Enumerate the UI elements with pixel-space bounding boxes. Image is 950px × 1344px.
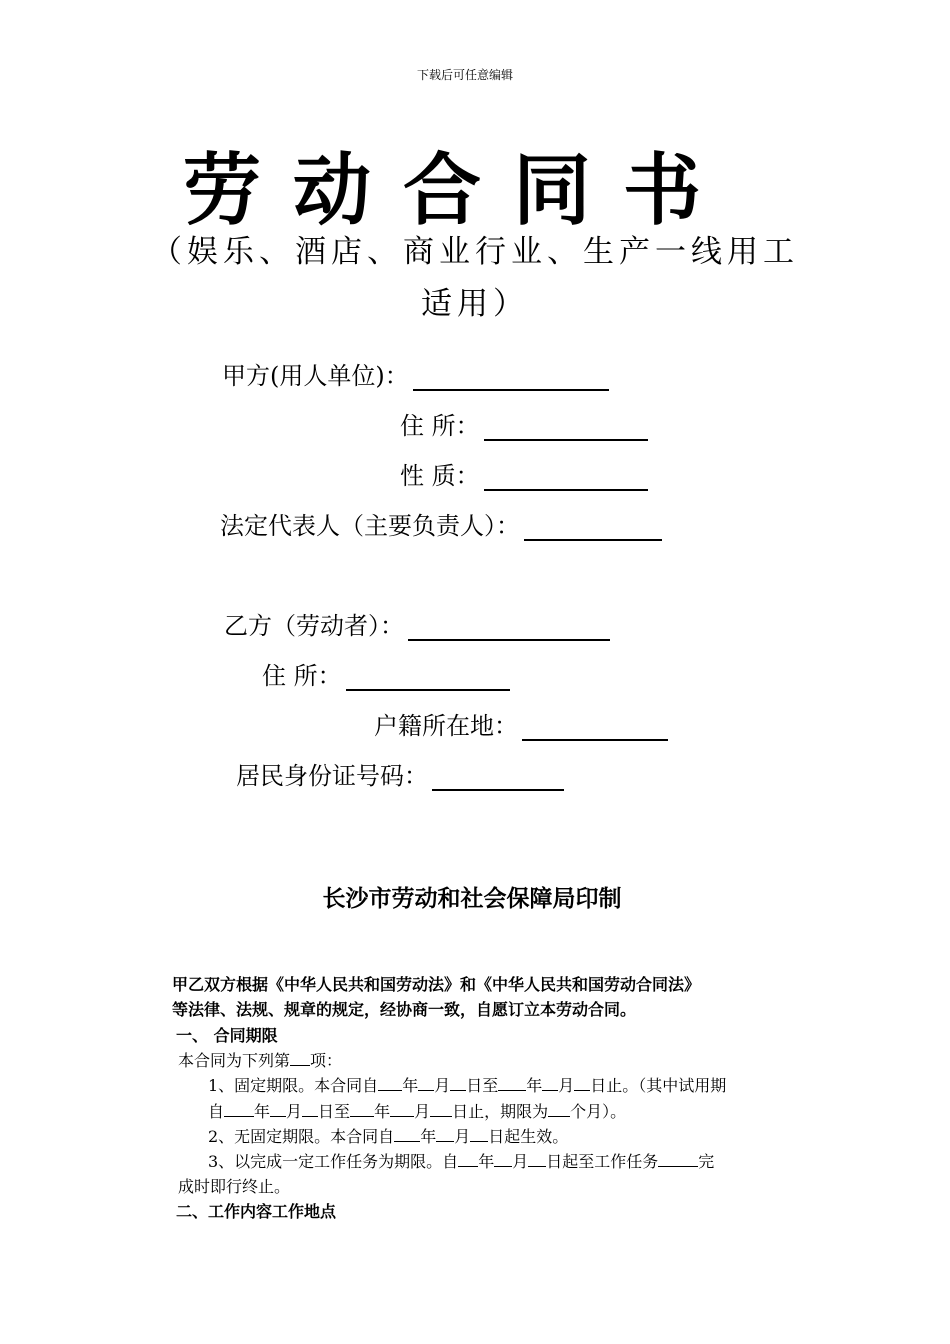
section-2-heading: 二、工作内容工作地点 <box>176 1202 337 1221</box>
party-b-id-label: 居民身份证号码： <box>236 762 428 790</box>
printed-by: 长沙市劳动和社会保障局印制 <box>322 886 622 912</box>
opt1-text: 日止。（其中试用期 <box>590 1076 727 1095</box>
blank[interactable] <box>658 1152 698 1167</box>
opt1-text: 1、固定期限。本合同自 <box>208 1076 379 1095</box>
blank[interactable] <box>378 1076 402 1091</box>
blank[interactable] <box>350 1102 374 1117</box>
blank[interactable] <box>470 1127 488 1142</box>
party-a-rep-field <box>220 506 662 541</box>
opt1-text: 月 <box>558 1076 575 1095</box>
option-1-line-2 <box>208 1099 626 1122</box>
option-3-line-2: 成时即行终止。 <box>178 1177 291 1196</box>
party-a-name-field <box>222 356 609 391</box>
opt1-text: 月 <box>434 1076 451 1095</box>
party-b-hukou-field <box>374 706 668 741</box>
blank[interactable] <box>270 1102 286 1117</box>
opt1-text: 日止，期限为 <box>452 1102 549 1121</box>
opt3-text: 年 <box>478 1152 495 1171</box>
opt1-text: 自 <box>208 1102 225 1121</box>
opt2-text: 2、无固定期限。本合同自 <box>208 1127 395 1146</box>
opt2-text: 日起生效。 <box>488 1127 569 1146</box>
opt3-text: 3、以完成一定工作任务为期限。自 <box>208 1152 459 1171</box>
party-b-address-blank[interactable] <box>346 665 510 691</box>
intro-line-1: 甲乙双方根据《中华人民共和国劳动法》和《中华人民共和国劳动合同法》 <box>172 975 701 994</box>
document-title: 劳动合同书 <box>182 146 733 236</box>
opt1-text: 年 <box>402 1076 419 1095</box>
party-b-hukou-blank[interactable] <box>522 715 668 741</box>
party-a-address-label: 住 所： <box>400 412 480 440</box>
blank[interactable] <box>436 1127 454 1142</box>
term-intro <box>178 1048 342 1071</box>
opt3-text: 月 <box>512 1152 529 1171</box>
opt1-text: 个月）。 <box>570 1102 627 1121</box>
blank[interactable] <box>430 1102 452 1117</box>
opt1-text: 年 <box>374 1102 391 1121</box>
blank[interactable] <box>542 1076 558 1091</box>
blank[interactable] <box>224 1102 254 1117</box>
party-a-rep-label: 法定代表人（主要负责人）： <box>220 512 520 540</box>
party-a-rep-blank[interactable] <box>524 515 662 541</box>
option-3-line-1 <box>208 1149 714 1172</box>
opt1-text: 月 <box>414 1102 431 1121</box>
opt1-text: 日至 <box>318 1102 351 1121</box>
blank[interactable] <box>494 1152 512 1167</box>
blank[interactable] <box>450 1076 466 1091</box>
opt3-text: 日起至工作任务 <box>546 1152 659 1171</box>
opt2-text: 月 <box>454 1127 471 1146</box>
term-intro-end: 项： <box>310 1051 343 1070</box>
blank[interactable] <box>390 1102 414 1117</box>
party-b-hukou-label: 户籍所在地： <box>374 712 518 740</box>
party-a-nature-field <box>400 456 648 491</box>
party-b-id-blank[interactable] <box>432 765 564 791</box>
header-note: 下载后可任意编辑 <box>416 68 513 82</box>
party-b-name-label: 乙方（劳动者）： <box>224 612 404 640</box>
term-intro-text: 本合同为下列第 <box>178 1051 291 1070</box>
opt1-text: 年 <box>526 1076 543 1095</box>
opt2-text: 年 <box>420 1127 437 1146</box>
party-b-id-field <box>236 756 564 791</box>
party-a-nature-label: 性 质： <box>400 462 480 490</box>
option-1-line-1 <box>208 1073 726 1096</box>
option-2 <box>208 1124 568 1147</box>
opt1-text: 日至 <box>466 1076 499 1095</box>
opt1-text: 年 <box>254 1102 271 1121</box>
party-a-address-field <box>400 406 648 441</box>
party-b-address-field <box>262 656 510 691</box>
blank[interactable] <box>458 1152 478 1167</box>
party-b-name-blank[interactable] <box>408 615 610 641</box>
opt3-text: 完 <box>698 1152 715 1171</box>
blank[interactable] <box>498 1076 526 1091</box>
opt1-text: 月 <box>286 1102 303 1121</box>
party-a-name-blank[interactable] <box>413 365 609 391</box>
party-a-nature-blank[interactable] <box>484 465 648 491</box>
blank[interactable] <box>528 1152 546 1167</box>
term-option-blank[interactable] <box>290 1051 310 1066</box>
document-subtitle: （娱乐、酒店、商业行业、生产一线用工适用） <box>151 234 799 322</box>
party-b-address-label: 住 所： <box>262 662 342 690</box>
blank[interactable] <box>418 1076 434 1091</box>
section-1-heading: 一、 合同期限 <box>176 1026 278 1045</box>
blank[interactable] <box>394 1127 420 1142</box>
blank[interactable] <box>548 1102 570 1117</box>
party-b-name-field <box>224 606 610 641</box>
intro-line-2: 等法律、法规、规章的规定，经协商一致，自愿订立本劳动合同。 <box>172 1000 637 1019</box>
blank[interactable] <box>574 1076 590 1091</box>
party-a-name-label: 甲方(用人单位)： <box>222 362 409 390</box>
blank[interactable] <box>302 1102 318 1117</box>
party-a-address-blank[interactable] <box>484 415 648 441</box>
